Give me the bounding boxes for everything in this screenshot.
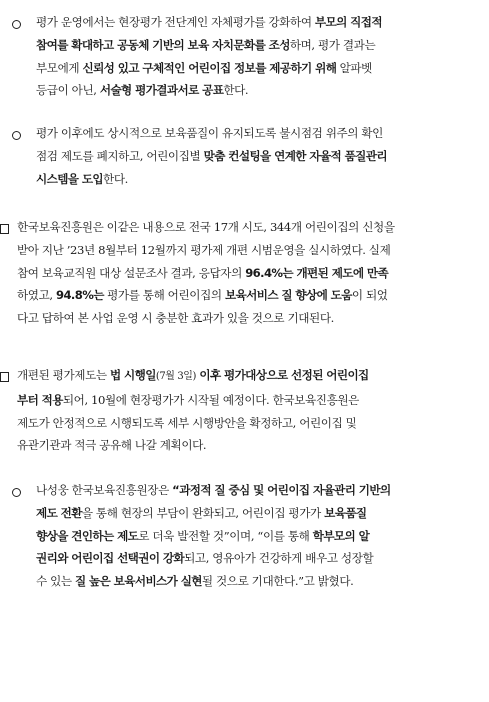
text-segment: 등급이 아닌, [36, 83, 100, 98]
text-segment: 평가 운영에서는 현장평가 전단계인 자체평가를 강화하여 [36, 15, 315, 29]
bold-text: “과정적 질 중심 및 어린이집 자율관리 기반의 [172, 483, 391, 497]
text-segment: (7월 3일) [155, 371, 197, 382]
text-segment: 로 더욱 발전할 것”이며, “이를 통해 [138, 528, 313, 543]
bold-text: 질 높은 보육서비스가 실현 [74, 574, 202, 589]
bold-text: 시스템을 도입 [36, 171, 104, 186]
bold-text: 권리와 어린이집 선택권이 강화 [36, 551, 185, 566]
bold-text: 부모의 직접적 [314, 15, 382, 29]
square-bullet-icon [0, 372, 9, 382]
text-segment: 한다. [223, 83, 249, 98]
text-line [36, 547, 478, 570]
text-segment: 점검 제도를 폐지하고, 어린이집별 [36, 148, 204, 163]
text-line [36, 79, 478, 102]
text-line [36, 168, 478, 191]
text-segment: 부모에게 [36, 60, 83, 75]
text-line [17, 434, 477, 457]
bold-text: 참여를 확대하고 공동체 기반의 보육 자치문화를 조성 [36, 37, 290, 52]
text-line [17, 364, 477, 389]
text-segment: 유관기관과 적극 공유해 나갈 계획이다. [17, 438, 207, 453]
bold-text: 법 시행일 [109, 368, 156, 382]
bold-text: 이후 평가대상으로 선정된 어린이집 [199, 368, 369, 382]
text-line [36, 11, 478, 34]
text-line [36, 57, 478, 80]
text-line [36, 34, 478, 57]
text-line [17, 412, 477, 435]
text-segment: 받아 지난 ’23년 8월부터 12월까지 평가제 개편 시범운영을 실시하였다. 실제 [17, 242, 391, 257]
bold-text: 94.8%는 [55, 288, 104, 303]
square-bullet-icon [0, 224, 9, 234]
text-segment: 되어, 10월에 현장평가가 시작될 예정이다. 한국보육진흥원은 [62, 392, 359, 407]
text-segment: 평가 이후에도 상시적으로 보육품질이 유지되도록 불시점검 위주의 확인 [36, 126, 383, 140]
text-segment: 이 되었 [351, 288, 388, 303]
bold-text: 보육품질 [324, 505, 367, 520]
text-line [17, 284, 477, 307]
bold-text: 학부모의 알 [312, 528, 370, 543]
text-segment: 을 통해 현장의 부담이 완화되고, 어린이집 평가가 [81, 505, 325, 520]
text-line [36, 122, 478, 145]
text-line [36, 525, 478, 548]
text-line [17, 239, 477, 262]
bold-text: 보육서비스 질 향상에 도움 [224, 288, 352, 303]
text-line [17, 262, 477, 285]
text-line [36, 479, 478, 502]
text-line [36, 570, 478, 593]
bold-text: 향상을 견인하는 제도 [36, 528, 139, 543]
text-segment: 참여 보육교직원 대상 설문조사 결과, 응답자의 [17, 265, 246, 280]
text-segment: 제도가 안정적으로 시행되도록 세부 시행방안을 확정하고, 어린이집 및 [17, 415, 357, 430]
bold-text: 맞춤 컨설팅을 연계한 자율적 품질관리 [203, 148, 387, 163]
bold-text: 부터 적용 [17, 392, 63, 407]
text-segment: 하였고, [17, 288, 56, 303]
paragraph-evaluation-operation [36, 11, 478, 102]
text-segment: 하며, 평가 결과는 [289, 37, 376, 52]
text-segment: 수 있는 [36, 574, 75, 589]
text-line [36, 502, 478, 525]
circle-bullet-icon [12, 131, 21, 140]
text-segment: 한다. [103, 171, 128, 186]
paragraph-implementation-schedule [17, 364, 477, 457]
bold-text: 신뢰성 있고 구체적인 어린이집 정보를 제공하기 위해 [82, 60, 337, 75]
text-segment: 나성웅 한국보육진흥원장은 [36, 483, 173, 497]
bold-text: 제도 전환 [36, 505, 82, 520]
text-segment: 다고 답하여 본 사업 운영 시 충분한 효과가 있을 것으로 기대된다. [17, 311, 334, 326]
text-segment: 될 것으로 기대한다.”고 밝혔다. [201, 574, 354, 589]
text-segment: 개편된 평가제도는 [17, 368, 110, 382]
circle-bullet-icon [12, 488, 21, 497]
text-line [17, 216, 477, 239]
text-segment: 평가를 통해 어린이집의 [103, 288, 225, 303]
text-line [36, 145, 478, 168]
text-line [17, 389, 477, 412]
paragraph-director-quote [36, 479, 478, 593]
bold-text: 서술형 평가결과서로 공표 [99, 83, 224, 98]
circle-bullet-icon [12, 20, 21, 29]
paragraph-pilot-results [17, 216, 477, 330]
bold-text: 96.4%는 개편된 제도에 만족 [245, 265, 389, 280]
paragraph-post-evaluation [36, 122, 478, 190]
text-segment: 되고, 영유아가 건강하게 배우고 성장할 [184, 551, 374, 566]
text-segment: 알파벳 [336, 60, 372, 75]
text-segment: 한국보육진흥원은 이같은 내용으로 전국 17개 시도, 344개 어린이집의 신청을 [17, 220, 395, 234]
text-line [17, 307, 477, 330]
